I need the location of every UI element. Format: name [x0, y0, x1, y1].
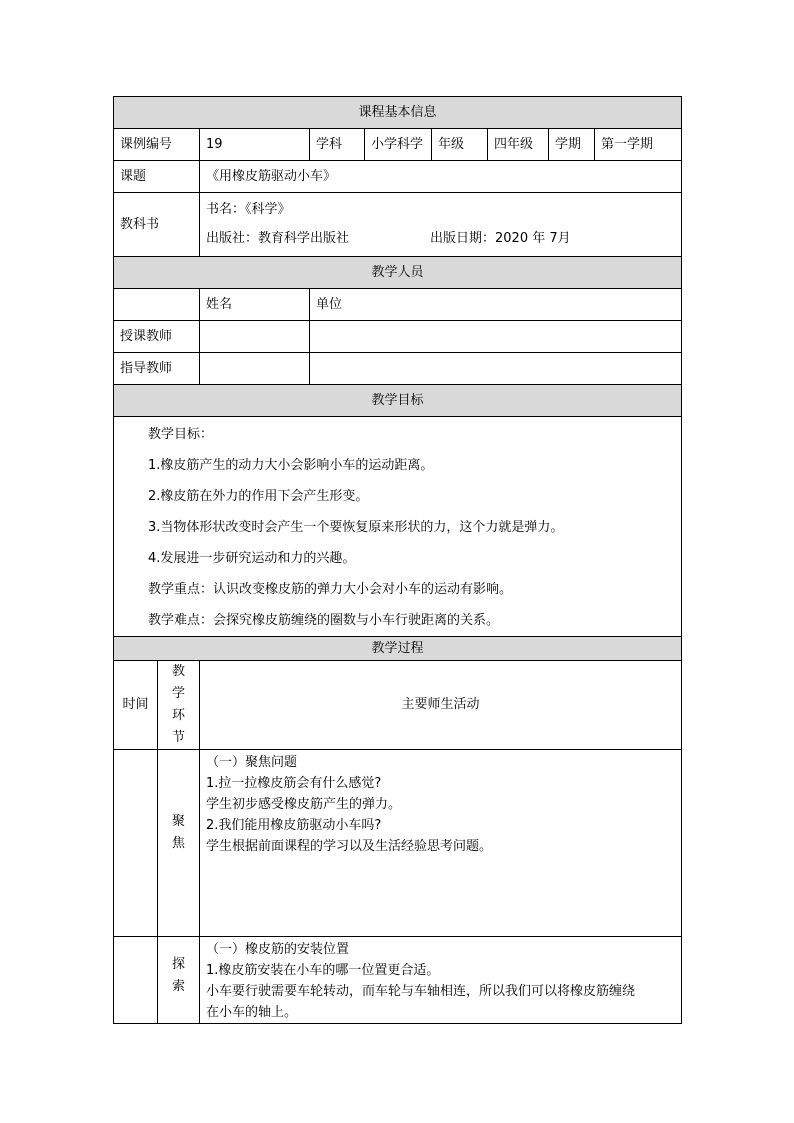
activity-line: （一）聚焦问题 — [206, 755, 298, 770]
goals-line: 教学目标： — [148, 427, 214, 442]
teacher-row — [114, 321, 682, 353]
publisher: 出版社：教育科学出版社 — [206, 231, 350, 246]
time-header: 时间 — [114, 661, 158, 750]
case-info-row — [114, 129, 682, 161]
topic-row — [114, 161, 682, 193]
teacher-label: 授课教师 — [114, 321, 200, 353]
goals-line: 教学难点：会探究橡皮筋缠绕的圈数与小车行驶距离的关系。 — [148, 613, 500, 628]
goals-line: 2.橡皮筋在外力的作用下会产生形变。 — [148, 489, 369, 504]
process-column-row — [114, 661, 682, 750]
stage-row-explore — [114, 937, 682, 1024]
case-no-value: 19 — [200, 129, 310, 161]
activity-line: 学生初步感受橡皮筋产生的弹力。 — [206, 797, 402, 812]
goals-line: 3.当物体形状改变时会产生一个要恢复原来形状的力，这个力就是弹力。 — [148, 520, 564, 535]
goals-header-row — [114, 385, 682, 417]
advisor-unit — [310, 353, 682, 385]
basic-info-header-row — [114, 97, 682, 129]
textbook-info — [200, 193, 682, 257]
activity-line: （一）橡皮筋的安装位置 — [206, 942, 350, 957]
stage-header-char: 学 — [171, 686, 185, 701]
stage-time — [114, 750, 158, 937]
topic-value: 《用橡皮筋驱动小车》 — [200, 161, 682, 193]
publisher-line — [206, 230, 675, 248]
stage-header-char: 节 — [171, 730, 185, 745]
name-header: 姓名 — [200, 289, 310, 321]
teacher-name — [200, 321, 310, 353]
teacher-unit — [310, 321, 682, 353]
stage-time — [114, 937, 158, 1024]
unit-header: 单位 — [310, 289, 682, 321]
textbook-row — [114, 193, 682, 257]
stage-char: 索 — [171, 979, 185, 994]
stage-activity — [200, 750, 682, 937]
stage-row-focus — [114, 750, 682, 937]
subject-value: 小学科学 — [365, 129, 432, 161]
publish-date: 出版日期：2020 年 7月 — [430, 231, 571, 246]
goals-line: 教学重点：认识改变橡皮筋的弹力大小会对小车的运动有影响。 — [148, 582, 513, 597]
grade-value: 四年级 — [488, 129, 549, 161]
goals-content-row — [114, 417, 682, 637]
staff-corner-cell — [114, 289, 200, 321]
stage-name — [158, 937, 200, 1024]
goals-content — [114, 417, 682, 637]
staff-title: 教学人员 — [114, 257, 682, 289]
activity-line: 1.橡皮筋安装在小车的哪一位置更合适。 — [206, 963, 440, 978]
advisor-label: 指导教师 — [114, 353, 200, 385]
grade-label: 年级 — [432, 129, 488, 161]
topic-label: 课题 — [114, 161, 200, 193]
staff-column-row — [114, 289, 682, 321]
goals-line: 4.发展进一步研究运动和力的兴趣。 — [148, 551, 356, 566]
stage-activity — [200, 937, 682, 1024]
activity-line: 2.我们能用橡皮筋驱动小车吗? — [206, 818, 382, 833]
stage-header-char: 环 — [171, 708, 185, 723]
stage-char: 聚 — [171, 814, 185, 829]
advisor-row — [114, 353, 682, 385]
staff-header-row — [114, 257, 682, 289]
lesson-plan-table — [113, 96, 682, 1024]
activity-line: 学生根据前面课程的学习以及生活经验思考问题。 — [206, 839, 493, 854]
process-header-row — [114, 637, 682, 661]
subject-label: 学科 — [310, 129, 365, 161]
goals-title: 教学目标 — [114, 385, 682, 417]
lesson-plan-sheet — [113, 96, 681, 1024]
term-value: 第一学期 — [595, 129, 682, 161]
activity-header: 主要师生活动 — [200, 661, 682, 750]
stage-char: 探 — [171, 957, 185, 972]
book-name: 书名：《科学》 — [206, 202, 291, 217]
basic-info-title: 课程基本信息 — [114, 97, 682, 129]
stage-char: 焦 — [171, 836, 185, 851]
activity-line: 在小车的轴上。 — [206, 1005, 298, 1020]
activity-line: 1.拉一拉橡皮筋会有什么感觉? — [206, 776, 382, 791]
stage-header-char: 教 — [171, 664, 185, 679]
advisor-name — [200, 353, 310, 385]
textbook-label: 教科书 — [114, 193, 200, 257]
process-title: 教学过程 — [114, 637, 682, 661]
activity-line: 小车要行驶需要车轮转动，而车轮与车轴相连，所以我们可以将橡皮筋缠绕 — [206, 984, 636, 999]
case-no-label: 课例编号 — [114, 129, 200, 161]
goals-line: 1.橡皮筋产生的动力大小会影响小车的运动距离。 — [148, 458, 434, 473]
stage-name — [158, 750, 200, 937]
stage-header — [158, 661, 200, 750]
term-label: 学期 — [549, 129, 595, 161]
